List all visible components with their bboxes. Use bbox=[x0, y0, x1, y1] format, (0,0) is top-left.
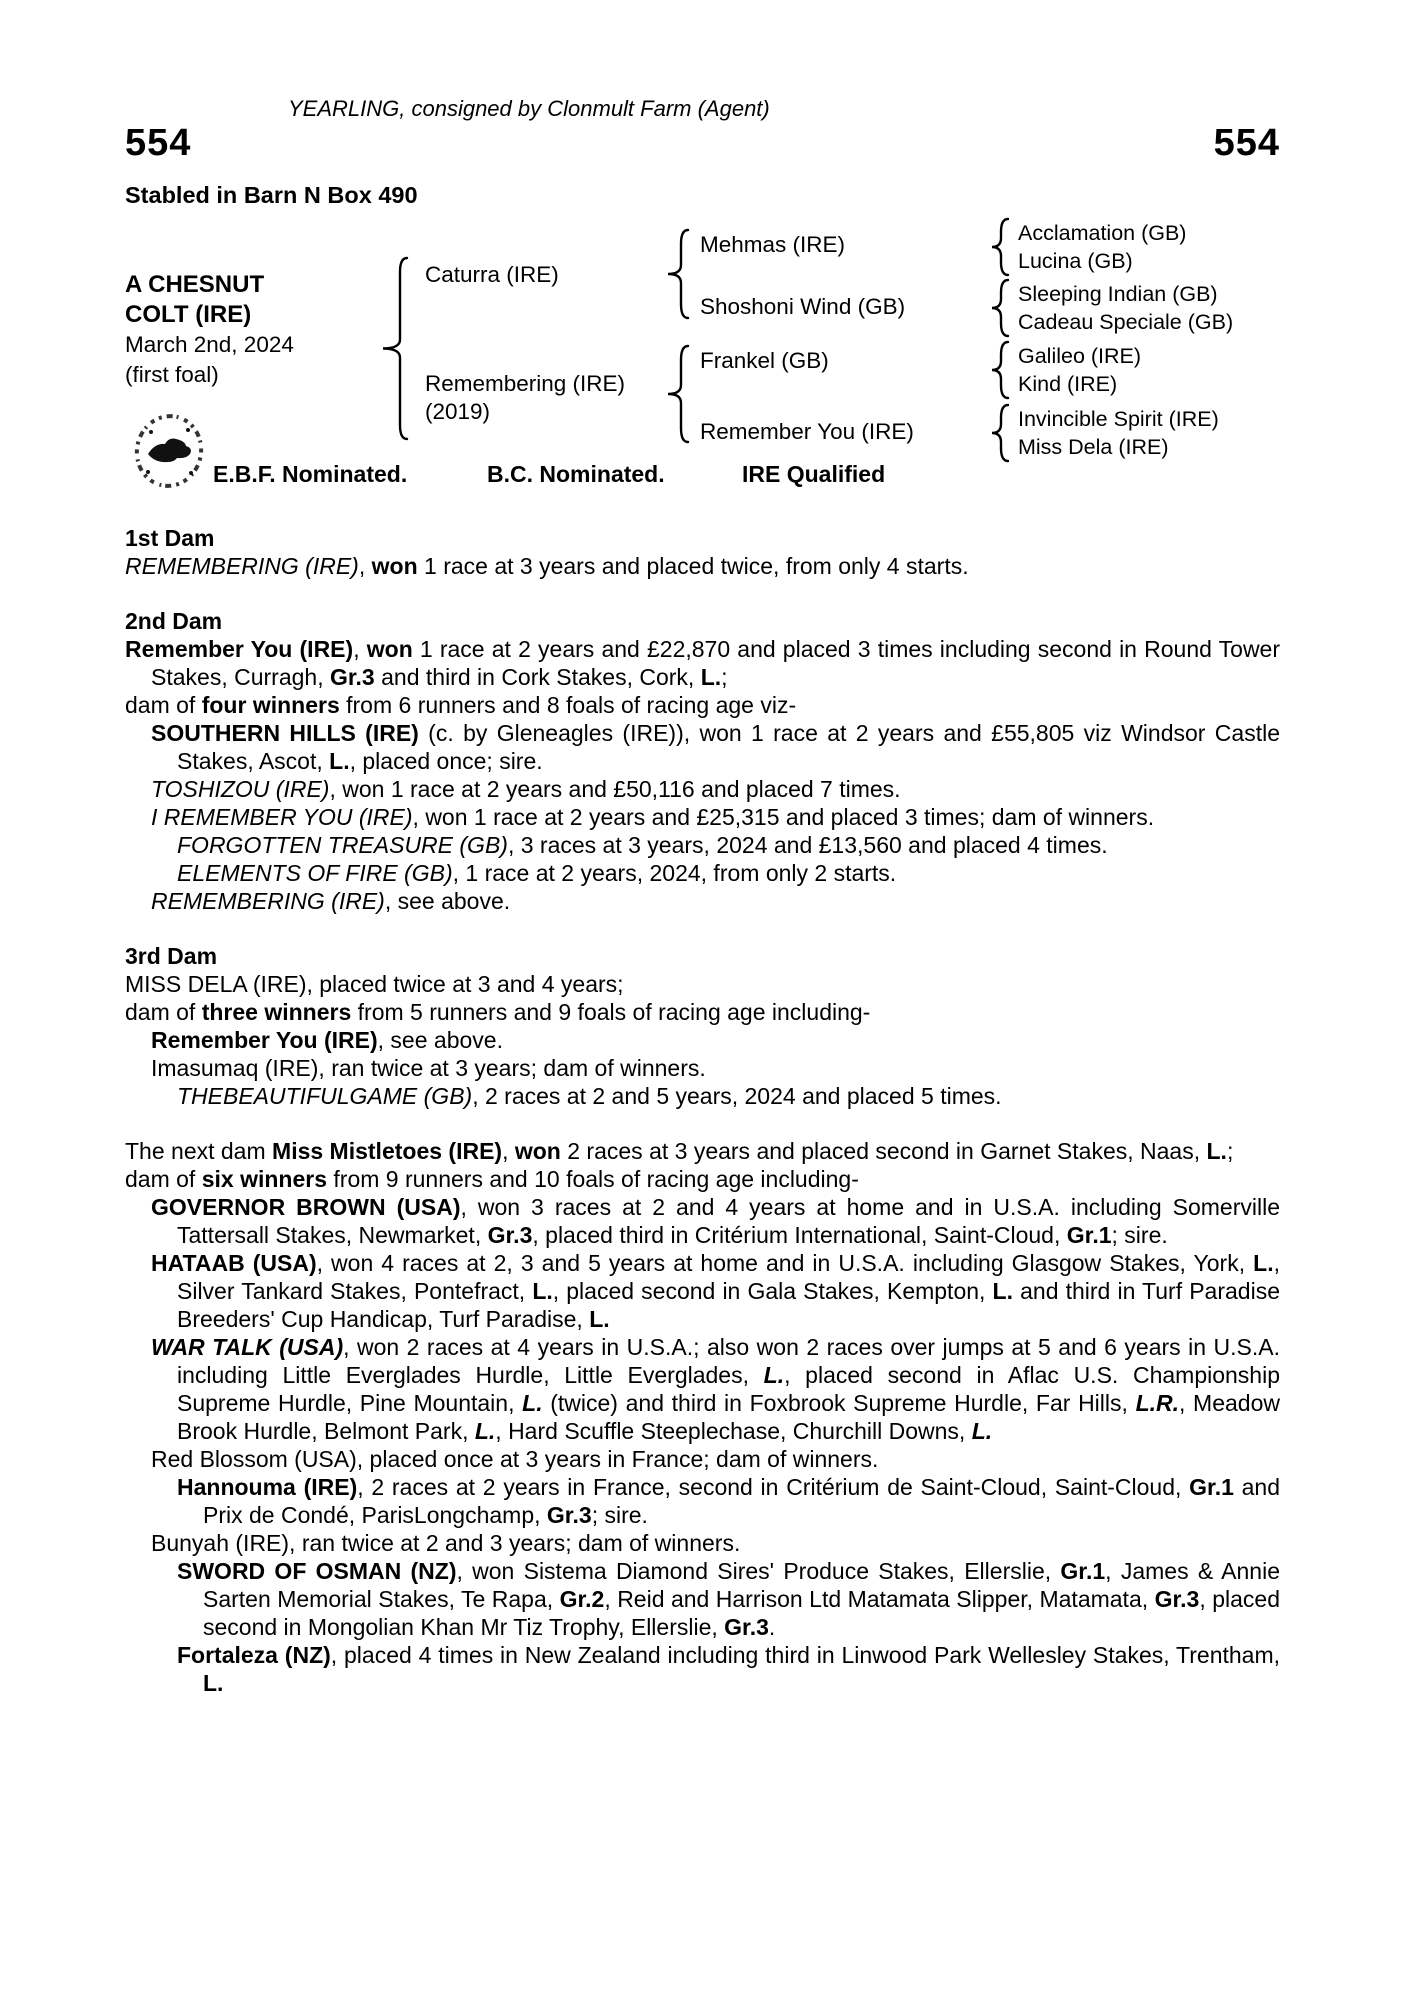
text-segment: Imasumaq (IRE), ran twice at 3 years; dam of winners. bbox=[151, 1055, 706, 1081]
text-segment: MISS DELA (IRE), placed twice at 3 and 4 years; bbox=[125, 971, 624, 997]
progeny-paragraph bbox=[125, 1193, 1280, 1249]
dam-year: (2019) bbox=[425, 399, 491, 424]
text-segment: , Silver Tankard Stakes, Pontefract, bbox=[177, 1250, 1280, 1304]
text-segment: , placed 4 times in New Zealand including third in Linwood Park Wellesley Stakes, Trentham, bbox=[330, 1642, 1281, 1668]
progeny-paragraph bbox=[125, 552, 1280, 580]
text-segment: The next dam bbox=[125, 1138, 273, 1164]
text-segment: L. bbox=[971, 1418, 993, 1444]
gen3-name: Cadeau Speciale (GB) bbox=[1018, 310, 1234, 334]
text-segment: , won Sistema Diamond Sires' Produce Stakes, Ellerslie, bbox=[456, 1558, 1061, 1584]
progeny-paragraph bbox=[125, 998, 1280, 1026]
text-segment: Gr.3 bbox=[1154, 1586, 1200, 1612]
dam-sire-name: Frankel (GB) bbox=[700, 348, 829, 373]
text-segment: L. bbox=[1206, 1138, 1227, 1164]
gen3-name: Lucina (GB) bbox=[1018, 249, 1133, 273]
progeny-paragraph bbox=[125, 1557, 1280, 1641]
progeny-paragraph bbox=[125, 887, 1280, 915]
text-segment: 2 races at 3 years and placed second in Garnet Stakes, Naas, bbox=[560, 1138, 1207, 1164]
pedigree-brace bbox=[990, 340, 1010, 400]
pedigree-brace bbox=[666, 344, 690, 444]
text-segment: Gr.3 bbox=[329, 664, 375, 690]
pedigree-text-body bbox=[125, 524, 1280, 1697]
dam-section-heading: 3rd Dam bbox=[125, 943, 218, 969]
text-segment: Gr.1 bbox=[1189, 1474, 1234, 1500]
text-segment: Gr.1 bbox=[1060, 1558, 1106, 1584]
text-segment: won bbox=[514, 1138, 561, 1164]
text-segment: L. bbox=[532, 1278, 553, 1304]
text-segment: won bbox=[371, 553, 418, 579]
text-segment: , Hard Scuffle Steeplechase, Churchill Downs, bbox=[495, 1418, 972, 1444]
text-segment: three winners bbox=[201, 999, 352, 1025]
text-segment: six winners bbox=[201, 1166, 327, 1192]
text-segment: , placed second in Mongolian Khan Mr Tiz Trophy, Ellerslie, bbox=[203, 1586, 1280, 1640]
text-segment: L. bbox=[203, 1670, 224, 1696]
text-segment: , 1 race at 2 years, 2024, from only 2 starts. bbox=[452, 860, 897, 886]
sire-sire-name: Mehmas (IRE) bbox=[700, 232, 846, 257]
text-segment: , won 1 race at 2 years and £50,116 and placed 7 times. bbox=[329, 776, 901, 802]
progeny-paragraph bbox=[125, 1641, 1280, 1697]
ebf-horse-stamp-icon bbox=[131, 410, 207, 497]
sire-dam-name: Shoshoni Wind (GB) bbox=[700, 294, 906, 319]
text-segment: TOSHIZOU (IRE) bbox=[151, 776, 330, 802]
text-segment: ; sire. bbox=[591, 1502, 648, 1528]
text-segment: , 2 races at 2 years in France, second in Critérium de Saint-Cloud, Saint-Cloud, bbox=[357, 1474, 1190, 1500]
text-segment: Fortaleza (NZ) bbox=[177, 1642, 331, 1668]
pedigree-brace bbox=[666, 228, 690, 320]
text-segment: , bbox=[353, 636, 367, 662]
text-segment: ; bbox=[1226, 1138, 1234, 1164]
text-segment: , won 2 races at 4 years in U.S.A.; also won 2 races over jumps at 5 and 6 years in U.S.A. including Little Everglades Hurdle, Little Everglades, bbox=[177, 1334, 1280, 1388]
text-segment: Gr.1 bbox=[1066, 1222, 1112, 1248]
text-segment: from 9 runners and 10 foals of racing age including- bbox=[327, 1166, 859, 1192]
text-segment: four winners bbox=[201, 692, 340, 718]
text-segment: Hannouma (IRE) bbox=[177, 1474, 358, 1500]
text-segment: and Prix de Condé, ParisLongchamp, bbox=[203, 1474, 1281, 1528]
text-segment: , 3 races at 3 years, 2024 and £13,560 and placed 4 times. bbox=[507, 832, 1108, 858]
progeny-paragraph bbox=[125, 719, 1280, 775]
text-segment: L. bbox=[522, 1390, 543, 1416]
foal-note: (first foal) bbox=[125, 362, 219, 387]
progeny-paragraph bbox=[125, 1026, 1280, 1054]
pedigree-brace bbox=[990, 403, 1010, 463]
progeny-paragraph bbox=[125, 859, 1280, 887]
text-segment: , won 4 races at 2, 3 and 5 years at home and in U.S.A. including Glasgow Stakes, York, bbox=[316, 1250, 1254, 1276]
gen3-name: Invincible Spirit (IRE) bbox=[1018, 407, 1219, 431]
text-segment: (c. by Gleneagles (IRE)), won 1 race at 2 years and £55,805 viz Windsor Castle Stakes, Ascot, bbox=[177, 720, 1280, 774]
text-segment: from 6 runners and 8 foals of racing age viz- bbox=[339, 692, 797, 718]
text-segment: , won 3 races at 2 and 4 years at home and in U.S.A. including Somerville Tattersall Stakes, Newmarket, bbox=[177, 1194, 1280, 1248]
text-segment: . bbox=[768, 1614, 776, 1640]
dam-name: Remembering (IRE) bbox=[425, 371, 626, 396]
text-segment: Bunyah (IRE), ran twice at 2 and 3 years; dam of winners. bbox=[151, 1530, 741, 1556]
text-segment: SOUTHERN HILLS (IRE) bbox=[151, 720, 419, 746]
stable-location: Stabled in Barn N Box 490 bbox=[125, 182, 418, 208]
pedigree-brace bbox=[990, 278, 1010, 338]
text-segment: , 2 races at 2 and 5 years, 2024 and placed 5 times. bbox=[472, 1083, 1002, 1109]
sire-name: Caturra (IRE) bbox=[425, 262, 559, 287]
text-segment: , James & Annie Sarten Memorial Stakes, Te Rapa, bbox=[203, 1558, 1280, 1612]
lot-number-right: 554 bbox=[1213, 122, 1280, 164]
progeny-paragraph bbox=[125, 1333, 1280, 1445]
ire-qualified-label: IRE Qualified bbox=[742, 461, 886, 487]
text-segment: REMEMBERING (IRE) bbox=[151, 888, 385, 914]
progeny-paragraph bbox=[125, 1054, 1280, 1082]
progeny-paragraph bbox=[125, 691, 1280, 719]
text-segment: L. bbox=[763, 1362, 785, 1388]
progeny-paragraph bbox=[125, 1137, 1280, 1165]
text-segment: L. bbox=[589, 1306, 610, 1332]
text-segment: , Meadow Brook Hurdle, Belmont Park, bbox=[177, 1390, 1280, 1444]
progeny-paragraph bbox=[125, 1473, 1280, 1529]
text-segment: , placed third in Critérium International, Saint-Cloud, bbox=[532, 1222, 1067, 1248]
text-segment: Remember You (IRE) bbox=[125, 636, 354, 662]
text-segment: L. bbox=[1253, 1250, 1274, 1276]
gen3-name: Acclamation (GB) bbox=[1018, 221, 1187, 245]
text-segment: won bbox=[366, 636, 413, 662]
text-segment: and third in Cork Stakes, Cork, bbox=[374, 664, 701, 690]
gen3-name: Miss Dela (IRE) bbox=[1018, 435, 1169, 459]
progeny-paragraph bbox=[125, 1249, 1280, 1333]
progeny-paragraph bbox=[125, 775, 1280, 803]
text-segment: L.R. bbox=[1135, 1390, 1180, 1416]
progeny-paragraph bbox=[125, 803, 1280, 831]
progeny-paragraph bbox=[125, 635, 1280, 691]
text-segment: Gr.3 bbox=[546, 1502, 592, 1528]
gen3-name: Kind (IRE) bbox=[1018, 372, 1118, 396]
gen3-name: Sleeping Indian (GB) bbox=[1018, 282, 1218, 306]
text-segment: ; bbox=[721, 664, 728, 690]
text-segment: 1 race at 2 years and £22,870 and placed 3 times including second in Round Tower Stakes, Curragh, bbox=[151, 636, 1281, 690]
text-segment: , bbox=[502, 1138, 515, 1164]
text-segment: HATAAB (USA) bbox=[151, 1250, 317, 1276]
lot-number-left: 554 bbox=[125, 122, 192, 164]
foal-date: March 2nd, 2024 bbox=[125, 332, 294, 357]
text-segment: I REMEMBER YOU (IRE) bbox=[151, 804, 413, 830]
text-segment: , see above. bbox=[384, 888, 511, 914]
text-segment: Red Blossom (USA), placed once at 3 years in France; dam of winners. bbox=[151, 1446, 879, 1472]
text-segment: , Reid and Harrison Ltd Matamata Slipper, Matamata, bbox=[604, 1586, 1155, 1612]
text-segment: Remember You (IRE) bbox=[151, 1027, 378, 1053]
text-segment: L. bbox=[992, 1278, 1013, 1304]
text-segment: ; sire. bbox=[1111, 1222, 1168, 1248]
ebf-nominated-label: E.B.F. Nominated. bbox=[213, 461, 408, 487]
progeny-paragraph bbox=[125, 970, 1280, 998]
gen3-name: Galileo (IRE) bbox=[1018, 344, 1142, 368]
text-segment: from 5 runners and 9 foals of racing age including- bbox=[351, 999, 871, 1025]
bc-nominated-label: B.C. Nominated. bbox=[487, 461, 665, 487]
text-segment: dam of bbox=[125, 692, 202, 718]
text-segment: Miss Mistletoes (IRE) bbox=[272, 1138, 503, 1164]
text-segment: Gr.3 bbox=[487, 1222, 533, 1248]
dam-dam-name: Remember You (IRE) bbox=[700, 419, 914, 444]
text-segment: , bbox=[358, 553, 372, 579]
progeny-paragraph bbox=[125, 1082, 1280, 1110]
text-segment: L. bbox=[329, 748, 350, 774]
text-segment: , won 1 race at 2 years and £25,315 and placed 3 times; dam of winners. bbox=[412, 804, 1155, 830]
text-segment: 1 race at 3 years and placed twice, from only 4 starts. bbox=[417, 553, 969, 579]
text-segment: FORGOTTEN TREASURE (GB) bbox=[177, 832, 508, 858]
pedigree-brace bbox=[990, 217, 1010, 277]
text-segment: , placed second in Gala Stakes, Kempton, bbox=[552, 1278, 993, 1304]
text-segment: Gr.3 bbox=[724, 1614, 769, 1640]
progeny-paragraph bbox=[125, 831, 1280, 859]
text-segment: , see above. bbox=[377, 1027, 503, 1053]
subject-name-line2: COLT (IRE) bbox=[125, 301, 252, 328]
text-segment: ELEMENTS OF FIRE (GB) bbox=[177, 860, 453, 886]
text-segment: Gr.2 bbox=[559, 1586, 605, 1612]
dam-section-heading: 2nd Dam bbox=[125, 608, 223, 634]
progeny-paragraph bbox=[125, 1165, 1280, 1193]
progeny-paragraph bbox=[125, 1529, 1280, 1557]
text-segment: REMEMBERING (IRE) bbox=[125, 553, 359, 579]
text-segment: THEBEAUTIFULGAME (GB) bbox=[177, 1083, 473, 1109]
text-segment: dam of bbox=[125, 1166, 202, 1192]
text-segment: (twice) and third in Foxbrook Supreme Hurdle, Far Hills, bbox=[542, 1390, 1136, 1416]
text-segment: SWORD OF OSMAN (NZ) bbox=[177, 1558, 457, 1584]
dam-section-heading: 1st Dam bbox=[125, 525, 215, 551]
text-segment: L. bbox=[700, 664, 722, 690]
text-segment: and third in Turf Paradise Breeders' Cup Handicap, Turf Paradise, bbox=[177, 1278, 1280, 1332]
text-segment: GOVERNOR BROWN (USA) bbox=[151, 1194, 461, 1220]
text-segment: WAR TALK (USA) bbox=[151, 1334, 344, 1360]
text-segment: , placed once; sire. bbox=[349, 748, 543, 774]
text-segment: dam of bbox=[125, 999, 202, 1025]
progeny-paragraph bbox=[125, 1445, 1280, 1473]
consignment-header: YEARLING, consigned by Clonmult Farm (Agent) bbox=[288, 96, 770, 121]
subject-name-line1: A CHESNUT bbox=[125, 271, 265, 298]
text-segment: , placed second in Aflac U.S. Championship Supreme Hurdle, Pine Mountain, bbox=[177, 1362, 1280, 1416]
text-segment: L. bbox=[474, 1418, 496, 1444]
pedigree-brace bbox=[381, 256, 409, 441]
